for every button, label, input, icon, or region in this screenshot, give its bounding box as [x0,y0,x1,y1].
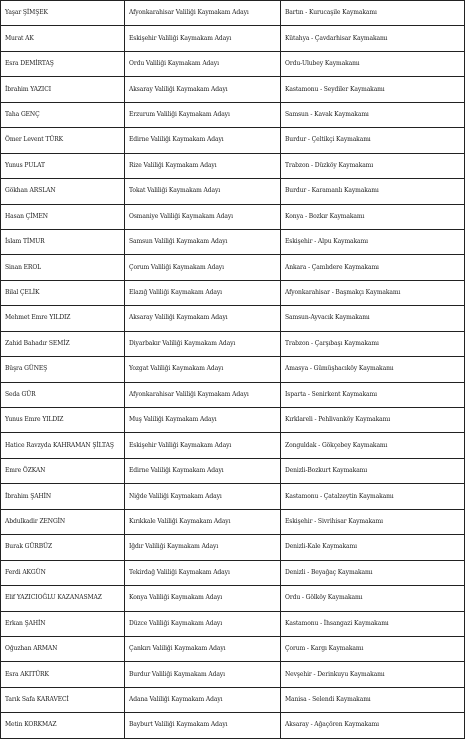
table-row [1,586,465,611]
table-row [1,128,465,153]
name-cell: Ömer Levent TÜRK [1,128,125,153]
table-row [1,636,465,661]
table-row [1,611,465,636]
name-cell: Sinan EROL [1,255,125,280]
table-row [1,535,465,560]
table-row [1,255,465,280]
table-row [1,229,465,254]
position-cell: Aksaray Valiliği Kaymakam Adayı [125,306,281,331]
name-cell: Hasan ÇİMEN [1,204,125,229]
table-row [1,77,465,102]
position-cell: Tokat Valiliği Kaymakam Adayı [125,179,281,204]
table-row [1,331,465,356]
name-cell: Mehmet Emre YILDIZ [1,306,125,331]
assignment-cell: Kastamonu - İhsangazi Kaymakamı [281,611,465,636]
table-row [1,26,465,51]
table-row [1,408,465,433]
assignment-cell: Kastamonu - Çatalzeytin Kaymakamı [281,484,465,509]
name-cell: Bilal ÇELİK [1,280,125,305]
assignment-cell: Kırklareli - Pehlivanköy Kaymakamı [281,408,465,433]
name-cell: Zahid Bahadır SEMİZ [1,331,125,356]
position-cell: Samsun Valiliği Kaymakam Adayı [125,229,281,254]
table-row [1,458,465,483]
assignment-cell: Eskişehir - Alpu Kaymakamı [281,229,465,254]
name-cell: İbrahim ŞAHİN [1,484,125,509]
table-row [1,484,465,509]
name-cell: Gökhan ARSLAN [1,179,125,204]
assignment-cell: Samsun-Ayvacık Kaymakamı [281,306,465,331]
assignment-cell: Isparta - Senirkent Kaymakamı [281,382,465,407]
appointment-table-body [1,1,465,739]
position-cell: Edirne Valiliği Kaymakam Adayı [125,128,281,153]
table-row [1,509,465,534]
table-row [1,662,465,687]
name-cell: Ferdi AKGÜN [1,560,125,585]
name-cell: Yunus Emre YILDIZ [1,408,125,433]
position-cell: Iğdır Valiliği Kaymakam Adayı [125,535,281,560]
position-cell: Niğde Valiliği Kaymakam Adayı [125,484,281,509]
assignment-cell: Manisa - Selendi Kaymakamı [281,687,465,712]
assignment-cell: Aksaray - Ağaçören Kaymakamı [281,713,465,738]
position-cell: Adana Valiliği Kaymakam Adayı [125,687,281,712]
name-cell: Tarık Safa KARAVECİ [1,687,125,712]
assignment-cell: Nevşehir - Derinkuyu Kaymakamı [281,662,465,687]
name-cell: Murat AK [1,26,125,51]
name-cell: Büşra GÜNEŞ [1,357,125,382]
table-row [1,713,465,738]
assignment-cell: Ordu-Ulubey Kaymakamı [281,51,465,76]
position-cell: Çorum Valiliği Kaymakam Adayı [125,255,281,280]
table-row [1,102,465,127]
position-cell: Kırıkkale Valiliği Kaymakam Adayı [125,509,281,534]
position-cell: Tekirdağ Valiliği Kaymakam Adayı [125,560,281,585]
name-cell: İslam TİMUR [1,229,125,254]
table-row [1,1,465,26]
assignment-cell: Bartın - Kurucaşile Kaymakamı [281,1,465,26]
name-cell: Taha GENÇ [1,102,125,127]
name-cell: Oğuzhan ARMAN [1,636,125,661]
assignment-cell: Kastamonu - Seydiler Kaymakamı [281,77,465,102]
table-row [1,179,465,204]
assignment-cell: Denizli - Beyağaç Kaymakamı [281,560,465,585]
assignment-cell: Afyonkarahisar - Başmakçı Kaymakamı [281,280,465,305]
position-cell: Konya Valiliği Kaymakam Adayı [125,586,281,611]
position-cell: Eskişehir Valiliği Kaymakam Adayı [125,26,281,51]
position-cell: Ordu Valiliği Kaymakam Adayı [125,51,281,76]
assignment-cell: Konya - Bozkır Kaymakamı [281,204,465,229]
table-row [1,357,465,382]
position-cell: Yozgat Valiliği Kaymakam Adayı [125,357,281,382]
assignment-cell: Amasya - Gümüşhacıköy Kaymakamı [281,357,465,382]
table-row [1,51,465,76]
name-cell: Hatice Ravzyda KAHRAMAN ŞİLTAŞ [1,433,125,458]
position-cell: Erzurum Valiliği Kaymakam Adayı [125,102,281,127]
position-cell: Osmaniye Valiliği Kaymakam Adayı [125,204,281,229]
table-row [1,433,465,458]
position-cell: Edirne Valiliği Kaymakam Adayı [125,458,281,483]
name-cell: Esra AKITÜRK [1,662,125,687]
position-cell: Afyonkarahisar Valiliği Kaymakam Adayı [125,1,281,26]
name-cell: Erkan ŞAHİN [1,611,125,636]
table-row [1,280,465,305]
assignment-cell: Ordu - Gölköy Kaymakamı [281,586,465,611]
position-cell: Elazığ Valiliği Kaymakam Adayı [125,280,281,305]
table-row [1,204,465,229]
position-cell: Eskişehir Valiliği Kaymakam Adayı [125,433,281,458]
table-row [1,382,465,407]
assignment-cell: Denizli-Bozkurt Kaymakamı [281,458,465,483]
position-cell: Düzce Valiliği Kaymakam Adayı [125,611,281,636]
name-cell: Yunus PULAT [1,153,125,178]
table-row [1,306,465,331]
assignment-cell: Trabzon - Çarşıbaşı Kaymakamı [281,331,465,356]
name-cell: Metin KORKMAZ [1,713,125,738]
position-cell: Muş Valiliği Kaymakam Adayı [125,408,281,433]
name-cell: İbrahim YAZICI [1,77,125,102]
assignment-cell: Zonguldak - Gökçebey Kaymakamı [281,433,465,458]
position-cell: Burdur Valiliği Kaymakam Adayı [125,662,281,687]
assignment-cell: Samsun - Kavak Kaymakamı [281,102,465,127]
position-cell: Aksaray Valiliği Kaymakam Adayı [125,77,281,102]
assignment-cell: Eskişehir - Sivrihisar Kaymakamı [281,509,465,534]
name-cell: Burak GÜRBÜZ [1,535,125,560]
name-cell: Abdulkadir ZENGİN [1,509,125,534]
table-row [1,687,465,712]
position-cell: Afyonkarahisar Valiliği Kaymakam Adayı [125,382,281,407]
name-cell: Yaşar ŞİMŞEK [1,1,125,26]
assignment-cell: Çorum - Kargı Kaymakamı [281,636,465,661]
name-cell: Seda GÜR [1,382,125,407]
assignment-cell: Ankara - Çamlıdere Kaymakamı [281,255,465,280]
assignment-cell: Burdur - Çeltikçi Kaymakamı [281,128,465,153]
name-cell: Esra DEMİRTAŞ [1,51,125,76]
assignment-cell: Denizli-Kale Kaymakamı [281,535,465,560]
table-row [1,560,465,585]
position-cell: Rize Valiliği Kaymakam Adayı [125,153,281,178]
position-cell: Bayburt Valiliği Kaymakam Adayı [125,713,281,738]
name-cell: Emre ÖZKAN [1,458,125,483]
assignment-cell: Burdur - Karamanlı Kaymakamı [281,179,465,204]
assignment-cell: Trabzon - Düzköy Kaymakamı [281,153,465,178]
name-cell: Elif YAZICIOĞLU KAZANASMAZ [1,586,125,611]
assignment-cell: Kütahya - Çavdarhisar Kaymakamı [281,26,465,51]
position-cell: Çankırı Valiliği Kaymakam Adayı [125,636,281,661]
table-row [1,153,465,178]
position-cell: Diyarbakır Valiliği Kaymakam Adayı [125,331,281,356]
